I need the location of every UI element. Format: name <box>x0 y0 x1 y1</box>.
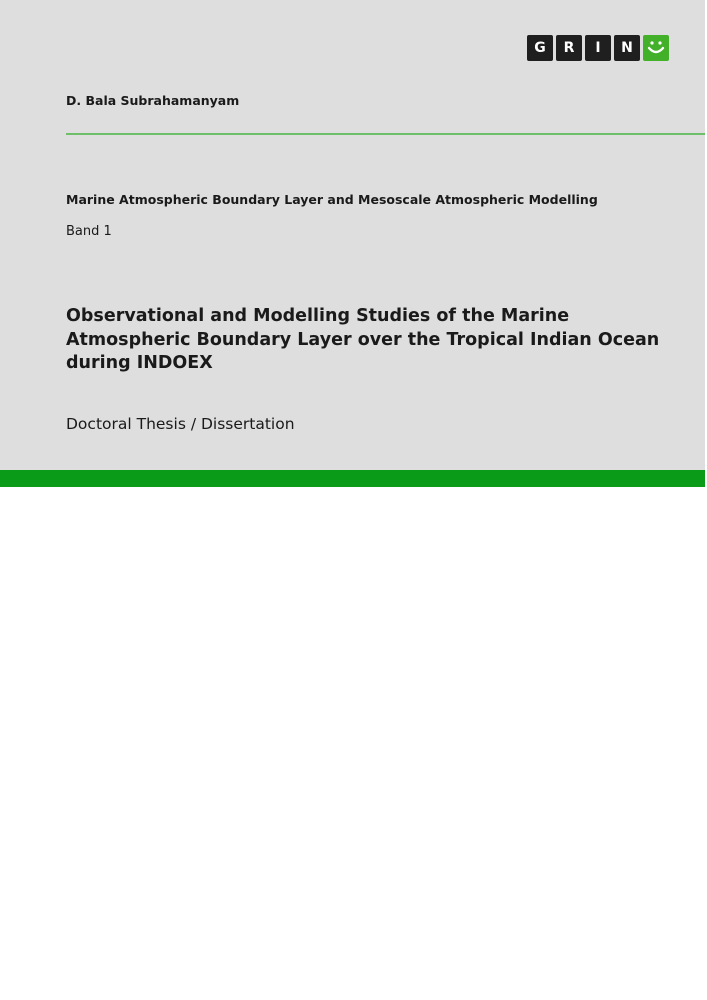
series-title: Marine Atmospheric Boundary Layer and Mesoscale Atmospheric Modelling <box>66 192 598 207</box>
document-type: Doctoral Thesis / Dissertation <box>66 415 295 433</box>
logo-letter-i: I <box>585 35 611 61</box>
smile-icon <box>643 35 669 61</box>
volume-label: Band 1 <box>66 224 112 239</box>
logo-letter-n: N <box>614 35 640 61</box>
logo-letter-g: G <box>527 35 553 61</box>
book-title: Observational and Modelling Studies of the Marine Atmospheric Boundary Layer over the Tropical Indian Ocean during INDOEX <box>66 306 660 373</box>
divider-rule <box>66 133 705 135</box>
grin-logo <box>527 35 669 61</box>
author-name: D. Bala Subrahamanyam <box>66 93 240 108</box>
logo-letter-r: R <box>556 35 582 61</box>
green-band <box>0 470 705 487</box>
